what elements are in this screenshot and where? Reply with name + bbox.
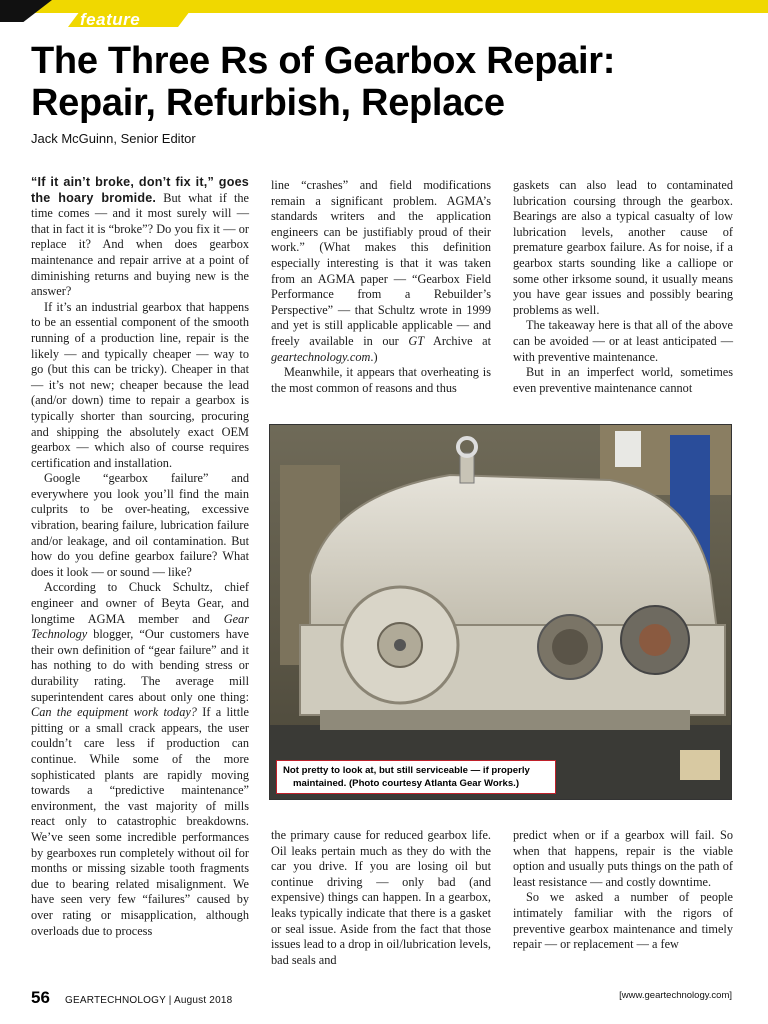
- gearbox-illustration: [270, 425, 732, 800]
- column-3-bottom: [513, 828, 733, 988]
- column-3-top: [513, 178, 733, 398]
- column-2-top: [271, 178, 491, 398]
- paragraph: the primary cause for reduced gearbox life. Oil leaks pertain much as they do with the car you drive. If you are losing oil but continue driving — only bad (and expensive) things can happen. In a gearbox, leaks typically indicate that there is a gasket or seal issue. Aside from the fact that those issues lead to a drop in oil/lubrication levels, bad seals and: [271, 828, 491, 967]
- archive-link: geartechnology.com: [271, 349, 371, 364]
- lead-paragraph: “If it ain’t broke, don’t fix it,” goes the hoary bromide. But what if the time comes — and it most surely will — that in fact it is “broke”? Do you fix it — or replace it? And when does gearbox maintenance and repair arrive at a point of diminishing returns and buying new is the answer?: [31, 175, 249, 299]
- paragraph: predict when or if a gearbox will fail. So when that happens, repair is the viable option and usually puts things on the path of least resistance — and costly downtime.: [513, 828, 733, 889]
- lead-quote: “If it ain’t broke, don’t fix it,” goes the hoary bromide.: [31, 175, 249, 205]
- paragraph: Meanwhile, it appears that overheating is the most common of reasons and thus: [271, 365, 491, 395]
- paragraph: According to Chuck Schultz, chief engineer and owner of Beyta Gear, and longtime AGMA member and Gear Technology blogger, “Our customers have their own definition of “gear failure” and it has nothing to do with bending stress or durability rating. The average mill superintendent cares about only one thing: Can the equipment work today? If a little pitting or a small crack appears, the user couldn’t care less if production can continue. While some of the more sophisticated plants are rapidly moving towards a “predictive maintenance” environment, the vast majority of mills react only to catastrophic breakdowns. We’ve seen some incredible performances by gearboxes run completely without oil for months or missing sizable tooth fragments due to bearing related misalignment. We have seen very few “failures” caused by over rating or misapplication, although overloads due to process: [31, 580, 249, 938]
- title-line-2: Repair, Refurbish, Replace: [31, 82, 505, 124]
- paragraph: But in an imperfect world, sometimes even preventive maintenance cannot: [513, 365, 733, 395]
- website-url[interactable]: [www.geartechnology.com]: [619, 990, 732, 1001]
- paragraph: gaskets can also lead to contaminated lubrication coursing through the gearbox. Bearings are also a typical casualty of low lubrication levels, another cause of premature gearbox failure. As for noise, if a gearbox starts sounding like a calliope or some other irksome sound, it usually means you have gear issues and possibly bearing problems as well.: [513, 178, 733, 317]
- paragraph: So we asked a number of people intimately familiar with the rigors of preventive gearbox maintenance and timely repair — or replacement — a few: [513, 890, 733, 952]
- article-title: [31, 40, 751, 124]
- paragraph: If it’s an industrial gearbox that happens to be an essential component of the smooth running of a production line, repair is the likely — and typically cheaper — way to go (but this can be tricky). Cheaper in that — it’s not new; cheaper because the lead (and/or down) time to repair a gearbox is typically shorter than sourcing, procuring and shipping the absolutely exact OEM gearbox — which also of course requires certification and installation.: [31, 299, 249, 470]
- paragraph: line “crashes” and field modifications remain a significant problem. AGMA’s standards writers and the application engineers can be justifiably proud of their work.” (What makes this definition especially interesting is that it was taken from an AGMA paper — “Gearbox Field Performance from a Rebuilder’s Perspective” — that Schultz wrote in 1999 and yet is still applicable applicable — and freely available in our GT Archive at geartechnology.com.): [271, 178, 491, 364]
- paragraph: Google “gearbox failure” and everywhere you look you’ll find the main culprits to be over-heating, excessive vibration, bearing failure, lubrication failure and/or leakage, and oil contamination. But how do you define gearbox failure? What does it look — or sound — like?: [31, 471, 249, 579]
- publication-footer: GEARTECHNOLOGY | August 2018: [65, 995, 233, 1006]
- section-label: feature: [80, 10, 141, 29]
- gearbox-photo: [269, 424, 732, 800]
- column-1: [31, 175, 249, 985]
- byline: Jack McGuinn, Senior Editor: [31, 131, 196, 146]
- paragraph: The takeaway here is that all of the above can be avoided — or at least anticipated — with preventive maintenance.: [513, 318, 733, 364]
- photo-caption: Not pretty to look at, but still serviceable — if properly maintained. (Photo courtesy Atlanta Gear Works.): [276, 760, 556, 794]
- column-2-bottom: [271, 828, 491, 988]
- page-number: 56: [31, 988, 50, 1007]
- title-line-1: The Three Rs of Gearbox Repair:: [31, 40, 616, 82]
